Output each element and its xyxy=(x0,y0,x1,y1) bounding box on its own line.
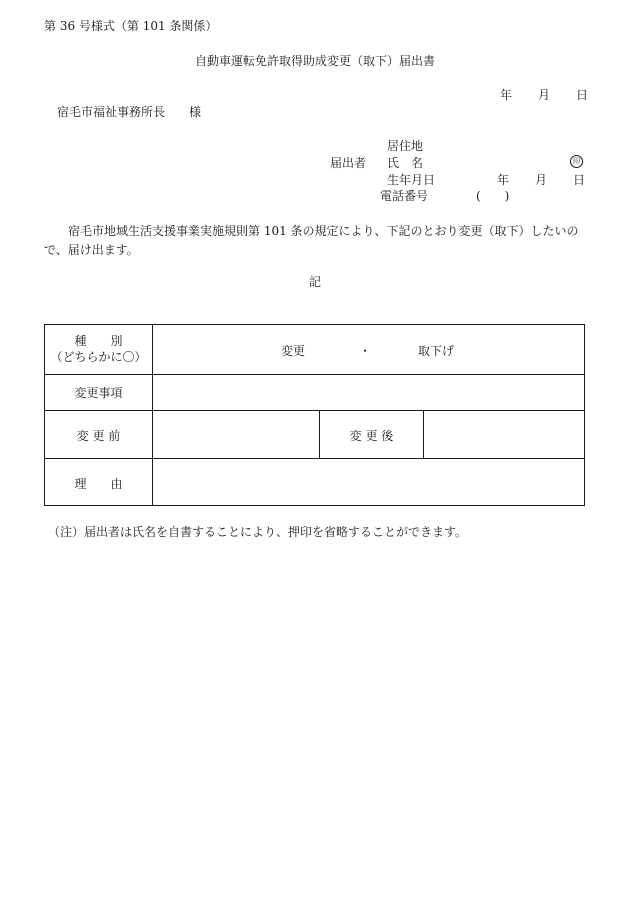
change-matter-field[interactable] xyxy=(153,375,585,410)
addressee-name: 宿毛市福祉事務所長 xyxy=(57,105,166,119)
option-withdraw[interactable]: 取下げ xyxy=(418,344,455,358)
type-label-cell xyxy=(45,333,152,365)
document-title: 自動車運転免許取得助成変更（取下）届出書 xyxy=(194,54,435,68)
date-day: 日 xyxy=(576,88,589,102)
notifier-label: 届出者 xyxy=(330,156,367,170)
form-number: 第 36 号様式（第 101 条関係） xyxy=(44,19,218,33)
type-label: 種 別 xyxy=(74,334,123,348)
birthdate-label: 生年月日 xyxy=(387,173,436,187)
reason-label: 理 由 xyxy=(74,477,123,491)
form-table xyxy=(44,324,585,506)
residence-label: 居住地 xyxy=(387,139,424,153)
date-month: 月 xyxy=(538,88,551,102)
name-label: 氏 名 xyxy=(387,156,424,170)
body-text: 宿毛市地域生活支援事業実施規則第 101 条の規定により、下記のとおり変更（取下）したいので、届け出ます。 xyxy=(44,224,579,257)
birth-year: 年 xyxy=(497,173,510,187)
footnote: （注）届出者は氏名を自書することにより、押印を省略することができます。 xyxy=(48,525,468,539)
phone-parens: ( ) xyxy=(476,189,510,203)
reason-field[interactable] xyxy=(153,459,585,506)
date-year: 年 xyxy=(500,88,513,102)
seal-mark: 印 xyxy=(570,155,583,168)
option-separator: ・ xyxy=(359,344,372,358)
addressee-honorific: 様 xyxy=(189,105,202,119)
ki-heading: 記 xyxy=(308,275,321,289)
birth-month: 月 xyxy=(535,173,548,187)
after-change-field[interactable] xyxy=(424,411,585,458)
before-change-field[interactable] xyxy=(153,411,319,458)
birth-day: 日 xyxy=(573,173,586,187)
phone-label: 電話番号 xyxy=(380,189,429,203)
after-change-label: 変 更 後 xyxy=(349,429,394,443)
option-change[interactable]: 変更 xyxy=(281,344,306,358)
change-matter-label: 変更事項 xyxy=(74,386,123,400)
type-hint: （どちらかに〇） xyxy=(50,350,147,365)
before-change-label: 変 更 前 xyxy=(76,429,121,443)
addressee xyxy=(57,106,201,118)
